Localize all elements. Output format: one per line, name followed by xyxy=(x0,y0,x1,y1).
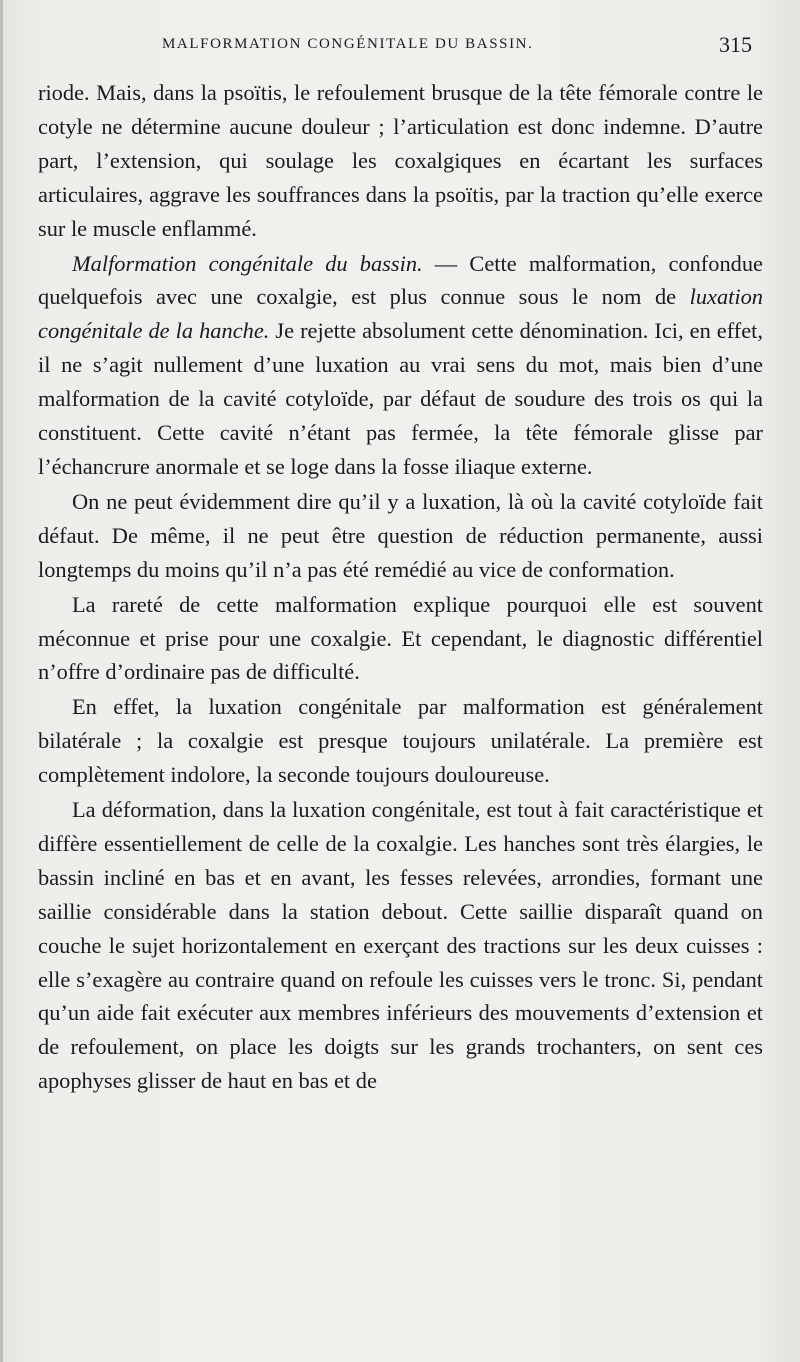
page-number: 315 xyxy=(719,32,752,57)
paragraph: La rareté de cette malformation explique pourquoi elle est souvent méconnue et prise pour une coxalgie. Et cependant, le diagnostic différentiel n’offre d’ordinaire pas de difficulté. xyxy=(38,591,763,685)
paragraph-text: — Cette malformation, confondue quelquefois avec une coxalgie, est plus connue sous le nom de xyxy=(38,250,763,310)
paragraph: En effet, la luxation congénitale par malformation est généralement bilatérale ; la coxalgie est presque toujours unilatérale. La première est complètement indolore, la seconde toujours douloureuse. xyxy=(38,694,763,788)
page-body xyxy=(38,76,763,1098)
paragraph-text: Je rejette absolument cette dénomination. Ici, en effet, il ne s’agit nullement d’une luxation au vrai sens du mot, mais bien d’une malformation de la cavité cotyloïde, par défaut de soudure des trois os qui la constituent. Cette cavité n’étant pas fermée, la tête fémorale glisse par l’échancrure anormale et se loge dans la fosse iliaque externe. xyxy=(38,318,763,479)
paragraph: On ne peut évidemment dire qu’il y a luxation, là où la cavité cotyloïde fait défaut. De même, il ne peut être question de réduction permanente, aussi longtemps du moins qu’il n’a pas été remédié au vice de conformation. xyxy=(38,488,763,582)
running-title: MALFORMATION CONGÉNITALE DU BASSIN. xyxy=(162,36,534,52)
paragraph-continuation: riode. Mais, dans la psoïtis, le refoulement brusque de la tête fémorale contre le cotyle ne détermine aucune douleur ; l’articulation est donc indemne. D’autre part, l’extension, qui soulage les coxalgiques en écartant les surfaces articulaires, aggrave les souffrances dans la psoïtis, par la traction qu’elle exerce sur le muscle enflammé. xyxy=(38,80,763,241)
page-edge xyxy=(0,0,3,1362)
page-header xyxy=(36,32,752,64)
paragraph-section-malformation xyxy=(38,247,763,484)
italic-term: luxation congénitale de la hanche. xyxy=(38,284,763,344)
paragraph: La déformation, dans la luxation congénitale, est tout à fait caractéristique et diffère essentiellement de celle de la coxalgie. Les hanches sont très élargies, le bassin incliné en bas et en avant, les fesses relevées, arrondies, formant une saillie considérable dans la station debout. Cette saillie disparaît quand on couche le sujet horizontalement en exerçant des tractions sur les deux cuisses : elle s’exagère au contraire quand on refoule les cuisses vers le tronc. Si, pendant qu’un aide fait exécuter aux membres inférieurs des mouvements d’extension et de refoulement, on place les doigts sur les grands trochanters, on sent ces apophyses glisser de haut en bas et de xyxy=(38,797,763,1094)
section-heading: Malformation congénitale du bassin. xyxy=(72,250,423,276)
